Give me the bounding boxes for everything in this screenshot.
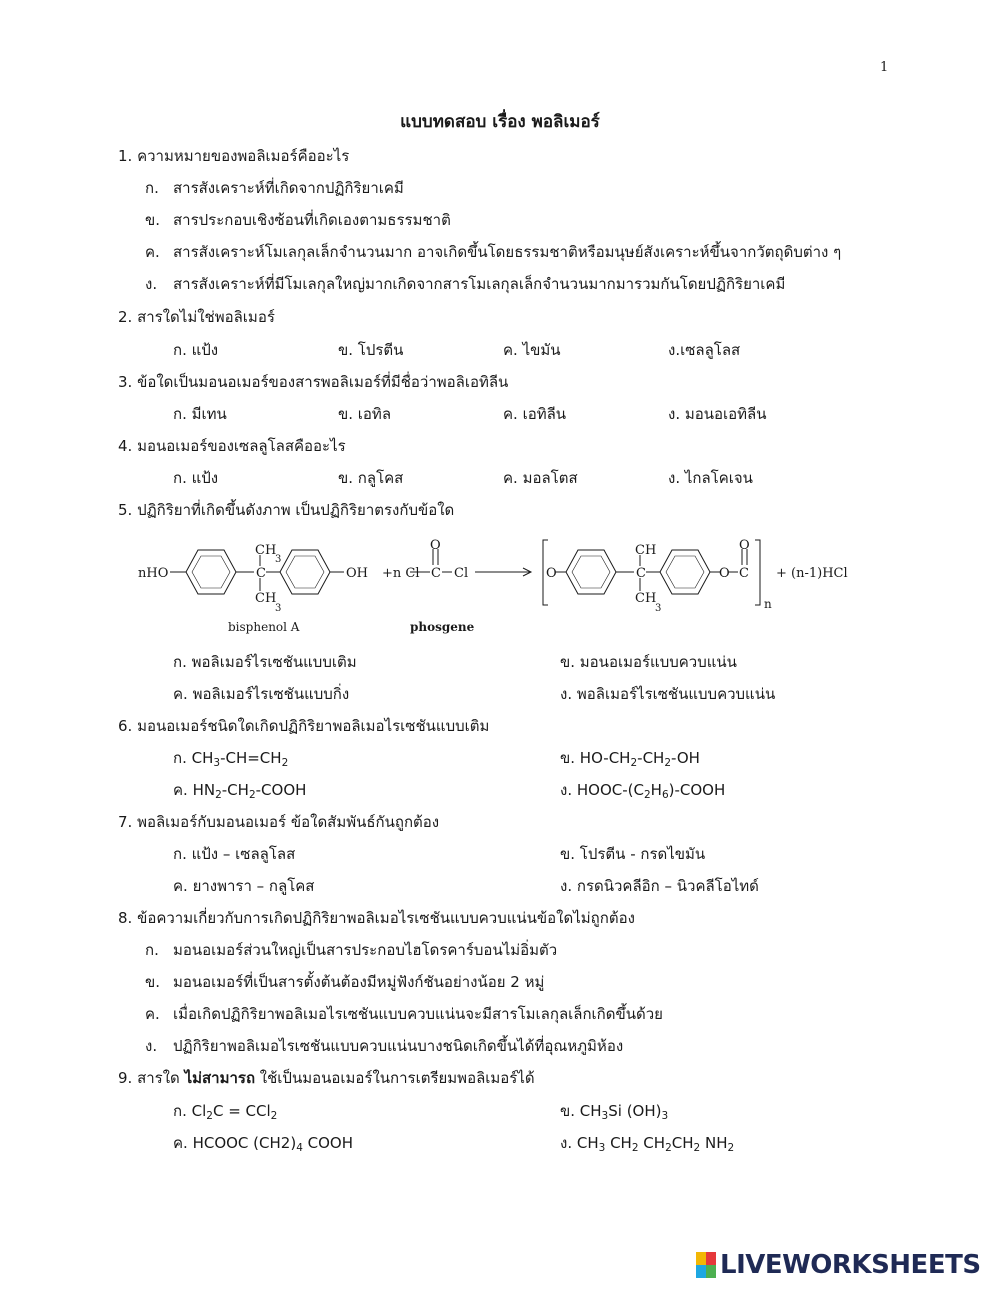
rx-three-bottom: 3 bbox=[275, 603, 282, 614]
q7-option-a: ก. แป้ง – เซลลูโลส bbox=[173, 845, 296, 863]
q2-option-a: ก. แป้ง bbox=[173, 341, 219, 359]
q4-option-b: ข. กลูโคส bbox=[338, 469, 404, 487]
q8-option-c-letter: ค. bbox=[145, 1005, 160, 1023]
page-title: แบบทดสอบ เรื่อง พอลิเมอร์ bbox=[400, 112, 600, 132]
q9-option-a: ก. $Cl_2C = CCl_2$ bbox=[173, 1102, 278, 1123]
rx-phosgene-label: phosgene bbox=[410, 620, 475, 634]
q4-option-c: ค. มอลโตส bbox=[503, 469, 578, 487]
q4-option-d: ง. ไกลโคเจน bbox=[668, 469, 753, 487]
rx-phosgene-o: O bbox=[430, 538, 441, 553]
q8-option-a: มอนอเมอร์ส่วนใหญ่เป็นสารประกอบไฮโดรคาร์บอนไม่อิ่มตัว bbox=[173, 941, 558, 959]
q1-option-c-letter: ค. bbox=[145, 243, 160, 261]
q7-option-d: ง. กรดนิวคลีอิก – นิวคลีโอไทด์ bbox=[560, 877, 759, 895]
q6-option-b: ข. $HO-CH_2-CH_2-OH$ bbox=[560, 749, 700, 770]
q1-option-d: สารสังเคราะห์ที่มีโมเลกุลใหญ่มากเกิดจากสารโมเลกุลเล็กจำนวนมากมารวมกันโดยปฏิกิริยาเคมี bbox=[173, 275, 786, 293]
rx-poly-c: C bbox=[636, 566, 646, 581]
liveworksheets-logo bbox=[696, 1250, 981, 1280]
rx-hcl: + (n-1)HCl bbox=[776, 566, 848, 581]
q2-option-c: ค. ไขมัน bbox=[503, 341, 561, 359]
q1-option-c: สารสังเคราะห์โมเลกุลเล็กจำนวนมาก อาจเกิดขึ้นโดยธรรมชาติหรือมนุษย์สังเคราะห์ขึ้นจากวัตถุดิบต่าง ๆ bbox=[173, 243, 842, 261]
q8-option-b-letter: ข. bbox=[145, 973, 161, 991]
q8-option-d: ปฏิกิริยาพอลิเมอไรเซชันแบบควบแน่นบางชนิดเกิดขึ้นได้ที่อุณหภูมิห้อง bbox=[173, 1037, 624, 1055]
question-4: 4. มอนอเมอร์ของเซลลูโลสคืออะไร bbox=[118, 437, 346, 455]
reaction-diagram bbox=[130, 535, 865, 645]
q7-option-c: ค. ยางพารา – กลูโคส bbox=[173, 877, 315, 895]
rx-ch-top: CH bbox=[255, 543, 277, 558]
question-6: 6. มอนอเมอร์ชนิดใดเกิดปฏิกิริยาพอลิเมอไรเซชันแบบเติม bbox=[118, 717, 490, 735]
rx-poly-o-left: O bbox=[546, 566, 557, 581]
question-7: 7. พอลิเมอร์กับมอนอเมอร์ ข้อใดสัมพันธ์กันถูกต้อง bbox=[118, 813, 440, 831]
rx-bisphenol-label: bisphenol A bbox=[228, 620, 300, 634]
rx-cl: Cl bbox=[454, 566, 469, 581]
q4-option-a: ก. แป้ง bbox=[173, 469, 219, 487]
q6-option-d: ง. HOOC-$(C_2H_6)$-COOH bbox=[560, 781, 726, 802]
q2-option-b: ข. โปรตีน bbox=[338, 341, 404, 359]
q9-option-d: ง. $CH_3$ $CH_2$ $CH_2CH_2$ $NH_2$ bbox=[560, 1134, 735, 1155]
q1-option-a-letter: ก. bbox=[145, 179, 159, 197]
rx-poly-c-carbonyl: C bbox=[739, 566, 749, 581]
q9-option-c: ค. HCOOC $(CH2)_4$ COOH bbox=[173, 1134, 354, 1155]
rx-n-subscript: n bbox=[764, 597, 772, 611]
q8-option-d-letter: ง. bbox=[145, 1037, 158, 1055]
rx-poly-three: 3 bbox=[655, 603, 662, 614]
q6-option-c: ค. $HN_2-CH_2$-COOH bbox=[173, 781, 307, 802]
rx-poly-ch-top: CH bbox=[635, 543, 657, 558]
q3-option-b: ข. เอทิล bbox=[338, 405, 392, 423]
q8-option-c: เมื่อเกิดปฏิกิริยาพอลิเมอไรเซชันแบบควบแน่นจะมีสารโมเลกุลเล็กเกิดขึ้นด้วย bbox=[173, 1005, 663, 1023]
rx-poly-o-right: O bbox=[719, 566, 730, 581]
q1-option-b: สารประกอบเชิงซ้อนที่เกิดเองตามธรรมชาติ bbox=[173, 211, 451, 229]
q3-option-c: ค. เอทิลีน bbox=[503, 405, 567, 423]
q5-option-b: ข. มอนอเมอร์แบบควบแน่น bbox=[560, 653, 737, 671]
q6-option-a: ก. $CH_3-CH=CH_2$ bbox=[173, 749, 289, 770]
q2-option-d: ง.เซลลูโลส bbox=[668, 341, 741, 359]
question-3: 3. ข้อใดเป็นมอนอเมอร์ของสารพอลิเมอร์ที่มีชื่อว่าพอลิเอทิลีน bbox=[118, 373, 509, 391]
liveworksheets-logo-text: LIVEWORKSHEETS bbox=[720, 1250, 981, 1280]
rx-poly-ch-bottom: CH bbox=[635, 591, 657, 606]
question-1: 1. ความหมายของพอลิเมอร์คืออะไร bbox=[118, 147, 350, 165]
q9-option-b: ข. $CH_3Si$ $(OH)_3$ bbox=[560, 1102, 669, 1123]
q3-option-a: ก. มีเทน bbox=[173, 405, 227, 423]
rx-nho: nHO bbox=[138, 566, 169, 581]
rx-plus-ncl: +n Cl bbox=[382, 566, 420, 581]
q8-option-b: มอนอเมอร์ที่เป็นสารตั้งต้นต้องมีหมู่ฟังก์ชันอย่างน้อย 2 หมู่ bbox=[173, 973, 545, 991]
question-5: 5. ปฏิกิริยาที่เกิดขึ้นดังภาพ เป็นปฏิกิริยาตรงกับข้อใด bbox=[118, 501, 455, 519]
q3-option-d: ง. มอนอเอทิลีน bbox=[668, 405, 767, 423]
q1-option-a: สารสังเคราะห์ที่เกิดจากปฏิกิริยาเคมี bbox=[173, 179, 404, 197]
liveworksheets-logo-icon bbox=[696, 1252, 716, 1278]
q8-option-a-letter: ก. bbox=[145, 941, 159, 959]
rx-ch-bottom: CH bbox=[255, 591, 277, 606]
q5-option-a: ก. พอลิเมอร์ไรเซชันแบบเติม bbox=[173, 653, 357, 671]
rx-oh: OH bbox=[346, 566, 368, 581]
page-number: 1 bbox=[880, 60, 889, 75]
rx-phosgene-c: C bbox=[431, 566, 441, 581]
question-8: 8. ข้อความเกี่ยวกับการเกิดปฏิกิริยาพอลิเมอไรเซชันแบบควบแน่นข้อใดไม่ถูกต้อง bbox=[118, 909, 635, 927]
rx-c-center: C bbox=[256, 566, 266, 581]
question-9: 9. สารใด ไม่สามารถ ใช้เป็นมอนอเมอร์ในการเตรียมพอลิเมอร์ได้ bbox=[118, 1069, 535, 1087]
q7-option-b: ข. โปรตีน - กรดไขมัน bbox=[560, 845, 706, 863]
q1-option-b-letter: ข. bbox=[145, 211, 161, 229]
q5-option-c: ค. พอลิเมอร์ไรเซชันแบบกิ่ง bbox=[173, 685, 350, 703]
q5-option-d: ง. พอลิเมอร์ไรเซชันแบบควบแน่น bbox=[560, 685, 776, 703]
question-2: 2. สารใดไม่ใช่พอลิเมอร์ bbox=[118, 308, 275, 326]
rx-three-top: 3 bbox=[275, 554, 282, 565]
q1-option-d-letter: ง. bbox=[145, 275, 158, 293]
rx-poly-o-top: O bbox=[739, 538, 750, 553]
